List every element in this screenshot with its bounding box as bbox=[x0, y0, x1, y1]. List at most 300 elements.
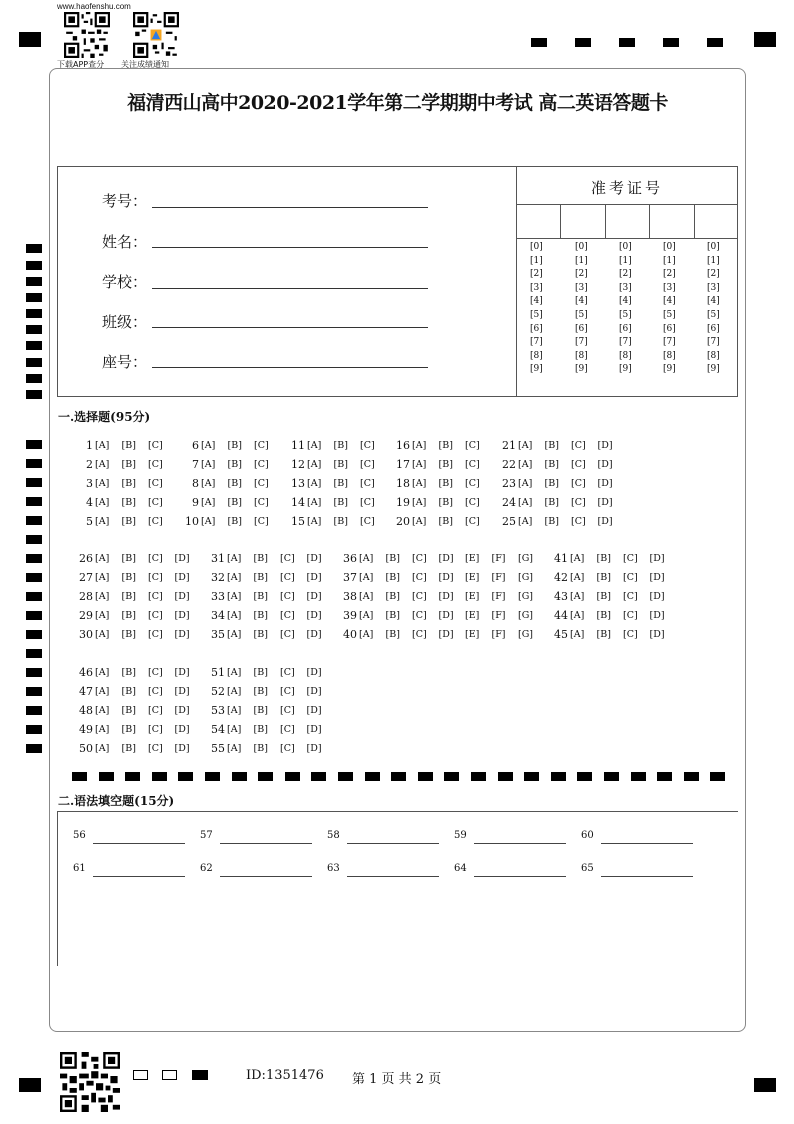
admission-digit-column bbox=[575, 241, 597, 377]
answer-bubble[interactable]: [D] bbox=[649, 572, 665, 583]
answer-bubble[interactable]: [A] bbox=[227, 591, 242, 602]
answer-bubble[interactable]: [C] bbox=[360, 459, 375, 470]
blank-number: 63 bbox=[327, 863, 340, 874]
answer-bubble[interactable]: [D] bbox=[306, 743, 322, 754]
answer-bubble[interactable]: [B] bbox=[596, 572, 611, 583]
class-line[interactable] bbox=[152, 327, 428, 328]
answer-bubble[interactable]: [A] bbox=[227, 686, 242, 697]
answer-bubble[interactable]: [A] bbox=[95, 610, 110, 621]
answer-bubble[interactable]: [A] bbox=[359, 572, 374, 583]
digit-bubble[interactable]: [6] bbox=[707, 323, 720, 334]
answer-bubble[interactable]: [D] bbox=[174, 629, 190, 640]
answer-bubble[interactable]: [D] bbox=[174, 591, 190, 602]
answer-bubble[interactable]: [B] bbox=[121, 478, 136, 489]
answer-bubble[interactable]: [E] bbox=[465, 553, 480, 564]
answer-bubble[interactable]: [C] bbox=[148, 591, 163, 602]
answer-bubble[interactable]: [B] bbox=[121, 440, 136, 451]
question-number: 40 bbox=[343, 628, 357, 641]
answer-bubble[interactable]: [C] bbox=[571, 459, 586, 470]
answer-bubble[interactable]: [D] bbox=[438, 610, 454, 621]
answer-bubble[interactable]: [A] bbox=[359, 553, 374, 564]
answer-bubble[interactable]: [A] bbox=[201, 478, 216, 489]
answer-bubble[interactable]: [E] bbox=[465, 591, 480, 602]
digit-bubble[interactable]: [9] bbox=[530, 364, 543, 375]
answer-bubble[interactable]: [C] bbox=[148, 497, 163, 508]
exam-number-line[interactable] bbox=[152, 207, 428, 208]
answer-bubble[interactable]: [A] bbox=[359, 629, 374, 640]
answer-bubble[interactable]: [D] bbox=[438, 629, 454, 640]
answer-bubble[interactable]: [B] bbox=[227, 459, 242, 470]
answer-bubble[interactable]: [C] bbox=[412, 591, 427, 602]
answer-bubble[interactable]: [B] bbox=[121, 516, 136, 527]
school-line[interactable] bbox=[152, 288, 428, 289]
answer-bubble[interactable]: [C] bbox=[465, 516, 480, 527]
digit-bubble[interactable]: [5] bbox=[530, 309, 543, 320]
name-line[interactable] bbox=[152, 247, 428, 248]
answer-bubble[interactable]: [C] bbox=[360, 440, 375, 451]
answer-bubble[interactable]: [A] bbox=[307, 440, 322, 451]
answer-bubble[interactable]: [B] bbox=[121, 591, 136, 602]
blank-answer-line[interactable] bbox=[347, 876, 439, 877]
answer-bubble[interactable]: [A] bbox=[95, 440, 110, 451]
digit-bubble[interactable]: [6] bbox=[619, 323, 632, 334]
section-multiple-choice-title: 一.选择题(95分) bbox=[58, 410, 151, 424]
digit-bubble[interactable]: [0] bbox=[663, 242, 676, 252]
answer-bubble[interactable]: [F] bbox=[491, 553, 506, 564]
digit-bubble[interactable]: [0] bbox=[707, 242, 720, 252]
answer-bubble[interactable]: [B] bbox=[227, 516, 242, 527]
answer-bubble[interactable]: [A] bbox=[227, 610, 242, 621]
answer-bubble[interactable]: [B] bbox=[438, 459, 453, 470]
question-number: 45 bbox=[554, 628, 568, 641]
answer-bubble[interactable]: [A] bbox=[95, 572, 110, 583]
answer-bubble[interactable]: [B] bbox=[544, 497, 559, 508]
answer-bubble[interactable]: [B] bbox=[121, 572, 136, 583]
blank-answer-line[interactable] bbox=[474, 876, 566, 877]
question-number: 14 bbox=[291, 496, 305, 509]
digit-bubble[interactable]: [1] bbox=[707, 255, 720, 266]
answer-bubble[interactable]: [C] bbox=[280, 667, 295, 678]
answer-bubble[interactable]: [A] bbox=[359, 591, 374, 602]
answer-bubble[interactable]: [A] bbox=[307, 478, 322, 489]
answer-bubble[interactable]: [A] bbox=[412, 440, 427, 451]
answer-bubble[interactable]: [B] bbox=[121, 705, 136, 716]
answer-bubble[interactable]: [D] bbox=[306, 667, 322, 678]
answer-bubble[interactable]: [C] bbox=[148, 667, 163, 678]
answer-bubble[interactable]: [B] bbox=[253, 610, 268, 621]
answer-bubble[interactable]: [D] bbox=[174, 743, 190, 754]
answer-bubble[interactable]: [C] bbox=[148, 724, 163, 735]
answer-bubble[interactable]: [B] bbox=[385, 610, 400, 621]
answer-bubble[interactable]: [C] bbox=[280, 629, 295, 640]
answer-bubble[interactable]: [C] bbox=[148, 478, 163, 489]
page-indicator-empty bbox=[133, 1070, 148, 1080]
timing-mark bbox=[26, 535, 42, 544]
answer-bubble[interactable]: [G] bbox=[518, 610, 534, 621]
digit-bubble[interactable]: [4] bbox=[663, 296, 676, 307]
answer-bubble[interactable]: [G] bbox=[518, 629, 534, 640]
answer-bubble[interactable]: [C] bbox=[148, 459, 163, 470]
answer-bubble[interactable]: [A] bbox=[95, 516, 110, 527]
blank-answer-line[interactable] bbox=[93, 843, 185, 844]
digit-bubble[interactable]: [1] bbox=[663, 255, 676, 266]
answer-bubble[interactable]: [C] bbox=[465, 497, 480, 508]
answer-bubble[interactable]: [C] bbox=[412, 629, 427, 640]
answer-bubble[interactable]: [A] bbox=[227, 667, 242, 678]
answer-bubble[interactable]: [B] bbox=[121, 724, 136, 735]
digit-bubble[interactable]: [1] bbox=[575, 255, 588, 266]
answer-bubble[interactable]: [A] bbox=[227, 553, 242, 564]
blank-answer-line[interactable] bbox=[601, 876, 693, 877]
answer-bubble[interactable]: [G] bbox=[518, 553, 534, 564]
answer-bubble[interactable]: [B] bbox=[121, 497, 136, 508]
answer-bubble[interactable]: [D] bbox=[306, 610, 322, 621]
digit-bubble[interactable]: [1] bbox=[619, 255, 632, 266]
answer-bubble[interactable]: [B] bbox=[544, 440, 559, 451]
answer-bubble[interactable]: [C] bbox=[623, 553, 638, 564]
answer-bubble[interactable]: [A] bbox=[227, 629, 242, 640]
answer-bubble[interactable]: [C] bbox=[412, 553, 427, 564]
digit-bubble[interactable]: [8] bbox=[619, 350, 632, 361]
digit-bubble[interactable]: [5] bbox=[707, 309, 720, 320]
answer-bubble[interactable]: [C] bbox=[280, 724, 295, 735]
answer-bubble[interactable]: [C] bbox=[465, 459, 480, 470]
digit-bubble[interactable]: [7] bbox=[619, 337, 632, 348]
answer-bubble[interactable]: [C] bbox=[254, 497, 269, 508]
answer-bubble[interactable]: [D] bbox=[597, 478, 613, 489]
digit-bubble[interactable]: [9] bbox=[619, 364, 632, 375]
blank-answer-line[interactable] bbox=[601, 843, 693, 844]
answer-bubble[interactable]: [D] bbox=[174, 553, 190, 564]
answer-bubble[interactable]: [D] bbox=[649, 629, 665, 640]
digit-bubble[interactable]: [4] bbox=[707, 296, 720, 307]
answer-bubble[interactable]: [B] bbox=[385, 553, 400, 564]
answer-bubble[interactable]: [D] bbox=[649, 553, 665, 564]
answer-bubble[interactable]: [A] bbox=[412, 459, 427, 470]
answer-bubble[interactable]: [B] bbox=[253, 705, 268, 716]
answer-bubble[interactable]: [A] bbox=[95, 497, 110, 508]
answer-bubble[interactable]: [B] bbox=[596, 610, 611, 621]
answer-bubble[interactable]: [B] bbox=[253, 667, 268, 678]
answer-bubble[interactable]: [B] bbox=[596, 629, 611, 640]
answer-bubble[interactable]: [A] bbox=[95, 686, 110, 697]
digit-bubble[interactable]: [6] bbox=[530, 323, 543, 334]
answer-bubble[interactable]: [B] bbox=[385, 629, 400, 640]
digit-bubble[interactable]: [8] bbox=[707, 350, 720, 361]
answer-bubble[interactable]: [D] bbox=[174, 724, 190, 735]
question-number: 50 bbox=[79, 742, 93, 755]
answer-bubble[interactable]: [A] bbox=[227, 572, 242, 583]
answer-bubble[interactable]: [B] bbox=[253, 591, 268, 602]
question-number: 5 bbox=[86, 515, 93, 528]
digit-bubble[interactable]: [0] bbox=[619, 242, 632, 252]
digit-bubble[interactable]: [2] bbox=[530, 269, 543, 280]
digit-bubble[interactable]: [7] bbox=[530, 337, 543, 348]
answer-bubble[interactable]: [A] bbox=[95, 553, 110, 564]
answer-bubble[interactable]: [D] bbox=[306, 705, 322, 716]
answer-bubble[interactable]: [F] bbox=[491, 610, 506, 621]
digit-bubble[interactable]: [3] bbox=[530, 282, 543, 293]
answer-bubble[interactable]: [B] bbox=[121, 667, 136, 678]
answer-bubble[interactable]: [B] bbox=[385, 572, 400, 583]
answer-bubble[interactable]: [C] bbox=[360, 497, 375, 508]
answer-bubble[interactable]: [A] bbox=[570, 610, 585, 621]
digit-bubble[interactable]: [5] bbox=[575, 309, 588, 320]
answer-bubble[interactable]: [A] bbox=[95, 478, 110, 489]
answer-bubble[interactable]: [B] bbox=[544, 459, 559, 470]
answer-bubble[interactable]: [C] bbox=[148, 572, 163, 583]
answer-bubble[interactable]: [A] bbox=[518, 459, 533, 470]
answer-bubble[interactable]: [C] bbox=[360, 478, 375, 489]
digit-bubble[interactable]: [7] bbox=[707, 337, 720, 348]
digit-bubble[interactable]: [0] bbox=[530, 242, 543, 252]
answer-bubble[interactable]: [B] bbox=[333, 478, 348, 489]
answer-bubble[interactable]: [B] bbox=[333, 459, 348, 470]
answer-bubble[interactable]: [G] bbox=[518, 572, 534, 583]
answer-bubble[interactable]: [D] bbox=[438, 553, 454, 564]
answer-bubble[interactable]: [D] bbox=[597, 440, 613, 451]
answer-bubble[interactable]: [C] bbox=[148, 610, 163, 621]
answer-bubble[interactable]: [B] bbox=[227, 497, 242, 508]
answer-bubble[interactable]: [C] bbox=[360, 516, 375, 527]
answer-bubble[interactable]: [C] bbox=[465, 478, 480, 489]
answer-bubble[interactable]: [C] bbox=[254, 478, 269, 489]
answer-bubble[interactable]: [B] bbox=[596, 591, 611, 602]
answer-bubble[interactable]: [A] bbox=[201, 440, 216, 451]
digit-bubble[interactable]: [2] bbox=[707, 269, 720, 280]
answer-bubble[interactable]: [B] bbox=[253, 629, 268, 640]
answer-bubble[interactable]: [E] bbox=[465, 629, 480, 640]
digit-bubble[interactable]: [3] bbox=[575, 282, 588, 293]
answer-bubble[interactable]: [D] bbox=[174, 686, 190, 697]
answer-bubble[interactable]: [A] bbox=[227, 743, 242, 754]
answer-bubble[interactable]: [D] bbox=[597, 516, 613, 527]
blank-answer-line[interactable] bbox=[474, 843, 566, 844]
answer-bubble[interactable]: [C] bbox=[148, 743, 163, 754]
answer-bubble[interactable]: [A] bbox=[95, 743, 110, 754]
timing-mark bbox=[26, 668, 42, 677]
answer-bubble[interactable]: [A] bbox=[570, 591, 585, 602]
answer-bubble[interactable]: [A] bbox=[412, 478, 427, 489]
digit-bubble[interactable]: [6] bbox=[663, 323, 676, 334]
answer-bubble[interactable]: [A] bbox=[201, 516, 216, 527]
admission-digit-column bbox=[663, 241, 685, 377]
answer-bubble[interactable]: [A] bbox=[307, 497, 322, 508]
answer-bubble[interactable]: [A] bbox=[201, 497, 216, 508]
digit-bubble[interactable]: [2] bbox=[663, 269, 676, 280]
answer-bubble[interactable]: [B] bbox=[253, 572, 268, 583]
answer-bubble[interactable]: [A] bbox=[307, 516, 322, 527]
answer-bubble[interactable]: [A] bbox=[412, 516, 427, 527]
digit-bubble[interactable]: [9] bbox=[663, 364, 676, 375]
answer-bubble[interactable]: [C] bbox=[254, 440, 269, 451]
answer-bubble[interactable]: [C] bbox=[148, 440, 163, 451]
timing-mark bbox=[663, 38, 679, 47]
site-url: www.haofenshu.com bbox=[57, 2, 131, 11]
answer-bubble[interactable]: [A] bbox=[95, 667, 110, 678]
answer-bubble[interactable]: [B] bbox=[253, 686, 268, 697]
answer-bubble[interactable]: [C] bbox=[280, 743, 295, 754]
answer-bubble[interactable]: [C] bbox=[254, 459, 269, 470]
answer-bubble[interactable]: [B] bbox=[544, 478, 559, 489]
answer-bubble[interactable]: [D] bbox=[438, 572, 454, 583]
timing-mark bbox=[444, 772, 459, 781]
answer-bubble[interactable]: [D] bbox=[649, 591, 665, 602]
answer-bubble[interactable]: [A] bbox=[570, 572, 585, 583]
answer-bubble[interactable]: [B] bbox=[121, 743, 136, 754]
digit-bubble[interactable]: [6] bbox=[575, 323, 588, 334]
answer-bubble[interactable]: [B] bbox=[596, 553, 611, 564]
answer-bubble[interactable]: [B] bbox=[385, 591, 400, 602]
answer-bubble[interactable]: [A] bbox=[518, 478, 533, 489]
answer-bubble[interactable]: [C] bbox=[623, 591, 638, 602]
answer-bubble[interactable]: [B] bbox=[121, 629, 136, 640]
answer-bubble[interactable]: [B] bbox=[333, 516, 348, 527]
answer-bubble[interactable]: [D] bbox=[649, 610, 665, 621]
answer-bubble[interactable]: [B] bbox=[253, 724, 268, 735]
timing-mark bbox=[26, 459, 42, 468]
answer-bubble[interactable]: [B] bbox=[544, 516, 559, 527]
answer-bubble[interactable]: [B] bbox=[333, 497, 348, 508]
digit-bubble[interactable]: [4] bbox=[619, 296, 632, 307]
digit-bubble[interactable]: [2] bbox=[619, 269, 632, 280]
answer-bubble[interactable]: [A] bbox=[518, 440, 533, 451]
answer-bubble[interactable]: [A] bbox=[412, 497, 427, 508]
answer-bubble[interactable]: [A] bbox=[359, 610, 374, 621]
answer-bubble[interactable]: [D] bbox=[174, 705, 190, 716]
answer-bubble[interactable]: [A] bbox=[570, 553, 585, 564]
digit-bubble[interactable]: [5] bbox=[663, 309, 676, 320]
digit-bubble[interactable]: [1] bbox=[530, 255, 543, 266]
answer-bubble[interactable]: [C] bbox=[571, 516, 586, 527]
answer-bubble[interactable]: [C] bbox=[280, 572, 295, 583]
answer-bubble[interactable]: [D] bbox=[306, 686, 322, 697]
digit-bubble[interactable]: [5] bbox=[619, 309, 632, 320]
answer-bubble[interactable]: [D] bbox=[597, 459, 613, 470]
answer-bubble[interactable]: [C] bbox=[623, 629, 638, 640]
digit-bubble[interactable]: [7] bbox=[575, 337, 588, 348]
answer-bubble[interactable]: [A] bbox=[95, 705, 110, 716]
answer-bubble[interactable]: [C] bbox=[280, 591, 295, 602]
answer-bubble[interactable]: [C] bbox=[571, 497, 586, 508]
answer-bubble[interactable]: [C] bbox=[465, 440, 480, 451]
answer-bubble[interactable]: [C] bbox=[148, 553, 163, 564]
answer-bubble[interactable]: [C] bbox=[254, 516, 269, 527]
digit-bubble[interactable]: [7] bbox=[663, 337, 676, 348]
answer-bubble[interactable]: [D] bbox=[306, 553, 322, 564]
answer-bubble[interactable]: [B] bbox=[438, 497, 453, 508]
digit-bubble[interactable]: [0] bbox=[575, 242, 588, 252]
answer-bubble[interactable]: [F] bbox=[491, 572, 506, 583]
answer-bubble[interactable]: [D] bbox=[306, 724, 322, 735]
digit-bubble[interactable]: [2] bbox=[575, 269, 588, 280]
answer-bubble[interactable]: [C] bbox=[412, 610, 427, 621]
answer-bubble[interactable]: [A] bbox=[95, 629, 110, 640]
answer-bubble[interactable]: [A] bbox=[518, 516, 533, 527]
answer-bubble[interactable]: [E] bbox=[465, 610, 480, 621]
digit-bubble[interactable]: [4] bbox=[575, 296, 588, 307]
answer-bubble[interactable]: [D] bbox=[306, 572, 322, 583]
answer-bubble[interactable]: [B] bbox=[438, 516, 453, 527]
digit-bubble[interactable]: [3] bbox=[663, 282, 676, 293]
blank-answer-line[interactable] bbox=[93, 876, 185, 877]
answer-bubble[interactable]: [B] bbox=[438, 478, 453, 489]
answer-bubble[interactable]: [D] bbox=[306, 591, 322, 602]
answer-bubble[interactable]: [A] bbox=[95, 591, 110, 602]
answer-bubble[interactable]: [C] bbox=[148, 516, 163, 527]
answer-bubble[interactable]: [C] bbox=[280, 686, 295, 697]
sheet-id: ID:1351476 bbox=[246, 1068, 324, 1083]
admission-divider bbox=[516, 204, 738, 205]
answer-bubble[interactable]: [A] bbox=[570, 629, 585, 640]
digit-bubble[interactable]: [8] bbox=[530, 350, 543, 361]
digit-bubble[interactable]: [3] bbox=[619, 282, 632, 293]
answer-bubble[interactable]: [D] bbox=[438, 591, 454, 602]
answer-bubble[interactable]: [C] bbox=[148, 705, 163, 716]
digit-bubble[interactable]: [8] bbox=[575, 350, 588, 361]
answer-bubble[interactable]: [C] bbox=[571, 440, 586, 451]
answer-bubble[interactable]: [B] bbox=[121, 610, 136, 621]
answer-bubble[interactable]: [C] bbox=[148, 629, 163, 640]
answer-bubble[interactable]: [B] bbox=[227, 440, 242, 451]
answer-bubble[interactable]: [D] bbox=[597, 497, 613, 508]
answer-bubble[interactable]: [A] bbox=[518, 497, 533, 508]
answer-bubble[interactable]: [C] bbox=[623, 572, 638, 583]
answer-bubble[interactable]: [C] bbox=[280, 705, 295, 716]
digit-bubble[interactable]: [4] bbox=[530, 296, 543, 307]
answer-bubble[interactable]: [A] bbox=[201, 459, 216, 470]
answer-bubble[interactable]: [B] bbox=[253, 743, 268, 754]
answer-bubble[interactable]: [A] bbox=[307, 459, 322, 470]
answer-bubble[interactable]: [B] bbox=[333, 440, 348, 451]
digit-bubble[interactable]: [3] bbox=[707, 282, 720, 293]
answer-bubble[interactable]: [A] bbox=[95, 724, 110, 735]
answer-bubble[interactable]: [A] bbox=[227, 724, 242, 735]
answer-bubble[interactable]: [C] bbox=[571, 478, 586, 489]
answer-bubble[interactable]: [B] bbox=[253, 553, 268, 564]
answer-bubble[interactable]: [B] bbox=[121, 686, 136, 697]
digit-bubble[interactable]: [8] bbox=[663, 350, 676, 361]
answer-bubble[interactable]: [C] bbox=[280, 553, 295, 564]
answer-bubble[interactable]: [C] bbox=[623, 610, 638, 621]
blank-answer-line[interactable] bbox=[220, 876, 312, 877]
answer-bubble[interactable]: [B] bbox=[121, 553, 136, 564]
answer-bubble[interactable]: [F] bbox=[491, 591, 506, 602]
answer-bubble[interactable]: [C] bbox=[148, 686, 163, 697]
answer-bubble[interactable]: [B] bbox=[121, 459, 136, 470]
answer-bubble[interactable]: [D] bbox=[306, 629, 322, 640]
digit-bubble[interactable]: [9] bbox=[707, 364, 720, 375]
answer-bubble[interactable]: [B] bbox=[438, 440, 453, 451]
answer-bubble[interactable]: [F] bbox=[491, 629, 506, 640]
answer-bubble[interactable]: [A] bbox=[95, 459, 110, 470]
seat-line[interactable] bbox=[152, 367, 428, 368]
answer-bubble[interactable]: [E] bbox=[465, 572, 480, 583]
blank-answer-line[interactable] bbox=[220, 843, 312, 844]
question-number: 52 bbox=[211, 685, 225, 698]
answer-bubble[interactable]: [C] bbox=[412, 572, 427, 583]
answer-bubble[interactable]: [C] bbox=[280, 610, 295, 621]
answer-bubble[interactable]: [D] bbox=[174, 610, 190, 621]
answer-bubble[interactable]: [A] bbox=[227, 705, 242, 716]
answer-bubble[interactable]: [B] bbox=[227, 478, 242, 489]
answer-bubble[interactable]: [D] bbox=[174, 667, 190, 678]
blank-answer-line[interactable] bbox=[347, 843, 439, 844]
timing-mark bbox=[26, 687, 42, 696]
digit-bubble[interactable]: [9] bbox=[575, 364, 588, 375]
answer-bubble[interactable]: [D] bbox=[174, 572, 190, 583]
answer-bubble[interactable]: [G] bbox=[518, 591, 534, 602]
